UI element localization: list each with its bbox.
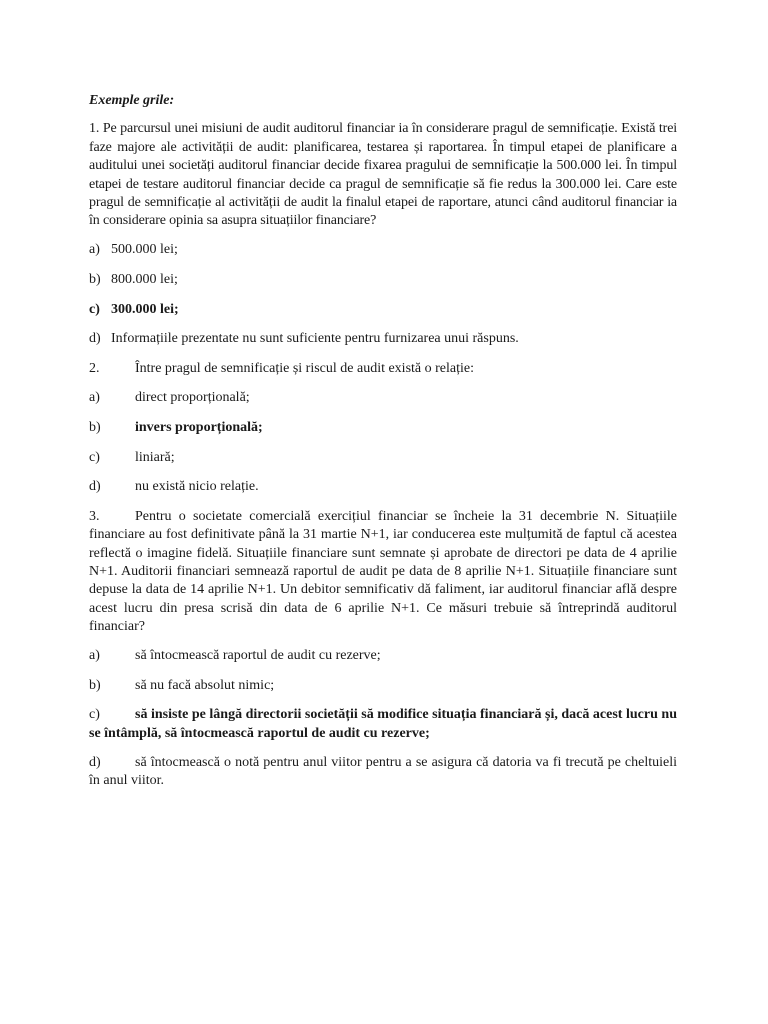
q1-option-c-correct <box>89 301 677 319</box>
option-text: nu există nicio relație. <box>135 479 259 495</box>
option-text: Informațiile prezentate nu sunt suficiente pentru furnizarea unui răspuns. <box>111 331 519 347</box>
question-1-text: 1. Pe parcursul unei misiuni de audit auditorul financiar ia în considerare pragul de semnificație. Există trei faze majore ale activității de audit: planificarea, testarea și raportarea. În timpul etapei de planificare a auditului unei societăți auditorul financiar decide fixarea pragului de semnificație la 500.000 lei. În timpul etapei de testare auditorul financiar decide ca pragul de semnificație să fie redus la 300.000 lei. Care este pragul de semnificație al activității de audit la finalul etapei de raportare, atunci când auditorul financiar ia în considerare opinia sa asupra situațiilor financiare? <box>89 121 677 229</box>
option-label: d) <box>89 479 101 495</box>
q3-option-a <box>89 647 677 665</box>
option-text: 300.000 lei; <box>111 301 179 317</box>
document-page <box>89 92 677 801</box>
q2-option-d <box>89 478 677 496</box>
page-heading: Exemple grile: <box>89 93 175 108</box>
option-label: a) <box>89 648 100 664</box>
q3-option-b <box>89 677 677 695</box>
q2-option-a <box>89 389 677 407</box>
question-2-text: Între pragul de semnificație și riscul de audit există o relație: <box>135 360 474 376</box>
option-text: să întocmească raportul de audit cu rezerve; <box>135 648 381 664</box>
option-label: c) <box>89 301 100 317</box>
option-text: liniară; <box>135 449 175 465</box>
q2-option-c <box>89 449 677 467</box>
option-label: b) <box>89 677 101 693</box>
q1-option-a <box>89 241 677 259</box>
option-label: a) <box>89 390 100 406</box>
question-2 <box>89 360 677 378</box>
option-label: c) <box>89 449 100 465</box>
option-text: invers proporțională; <box>135 420 263 435</box>
q3-option-d <box>89 754 677 791</box>
option-text: 500.000 lei; <box>111 242 178 258</box>
q3-option-c-correct <box>89 706 677 743</box>
option-text: să întocmească o notă pentru anul viitor pentru a se asigura că datoria va fi trecută pe cheltuieli în anul viitor. <box>89 754 677 789</box>
option-text: 800.000 lei; <box>111 272 178 288</box>
option-label: d) <box>89 754 101 770</box>
q1-option-d <box>89 330 677 348</box>
option-label: b) <box>89 420 101 435</box>
question-3 <box>89 508 677 637</box>
option-text: să insiste pe lângă directorii societății să modifice situația financiară și, dacă acest lucru nu se întâmplă, să întocmească raportul de audit cu rezerve; <box>89 707 677 741</box>
question-number: 2. <box>89 360 100 376</box>
question-3-text: Pentru o societate comercială exercițiul financiar se încheie la 31 decembrie N. Situațiile financiare au fost definitivate până la 31 martie N+1, iar conducerea este mulțumită de faptul că acestea reflectă o imagine fidelă. Situațiile financiare sunt semnate și aprobate de directori pe data de 4 aprilie N+1. Auditorii financiari semnează raportul de audit pe data de 8 aprilie N+1. Situațiile financiare sunt depuse la data de 14 aprilie N+1. Un debitor semnificativ dă faliment, iar auditorul financiar află despre acest lucru din presa scrisă din data de 6 aprilie N+1. Ce măsuri trebuie să întreprindă auditorul financiar? <box>89 508 677 635</box>
option-label: d) <box>89 331 101 347</box>
option-text: să nu facă absolut nimic; <box>135 677 275 693</box>
option-label: a) <box>89 242 100 258</box>
q2-option-b-correct <box>89 419 677 437</box>
question-number: 3. <box>89 508 100 524</box>
option-label: b) <box>89 272 101 288</box>
option-label: c) <box>89 707 100 723</box>
q1-option-b <box>89 271 677 289</box>
option-text: direct proporțională; <box>135 390 250 406</box>
